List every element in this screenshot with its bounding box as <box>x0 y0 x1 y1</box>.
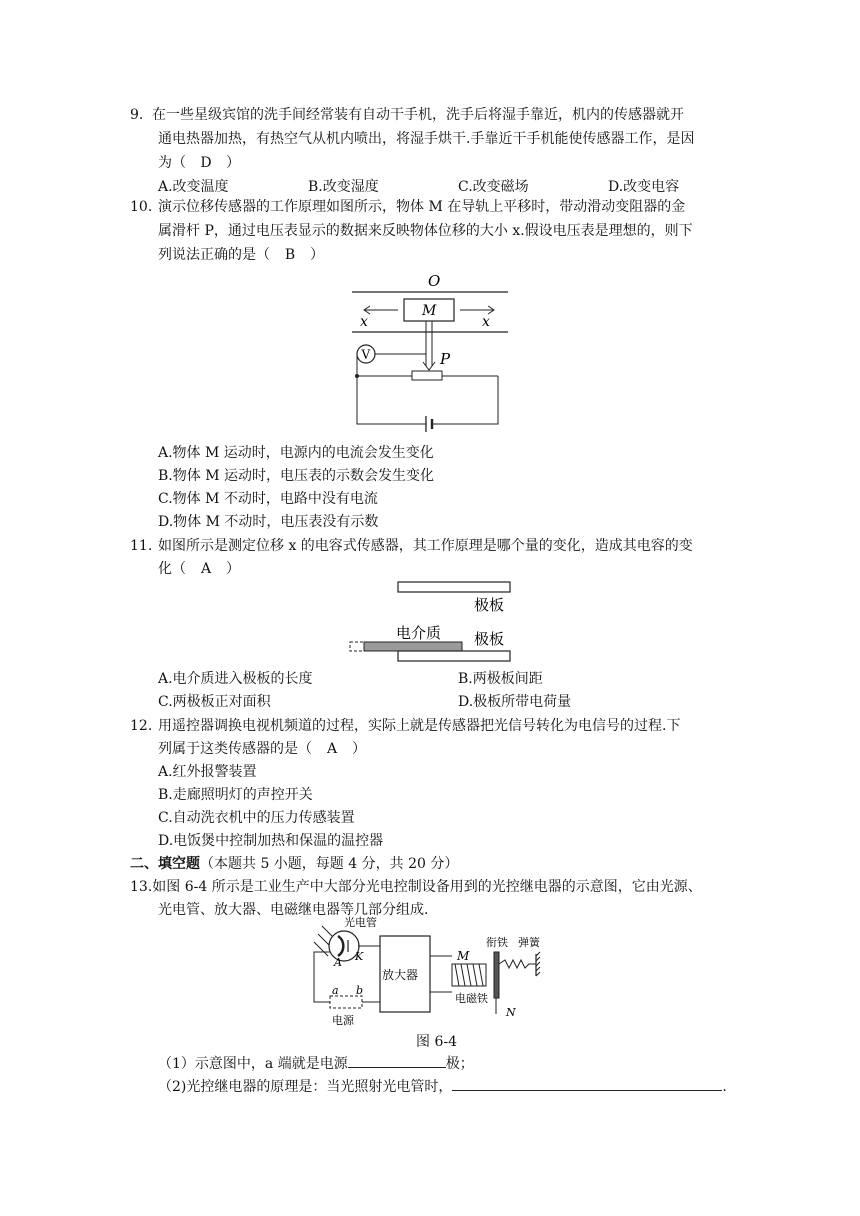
q10-displacement-sensor-figure <box>340 268 520 436</box>
q13-sub-2 <box>158 1076 727 1098</box>
q11-line-1 <box>130 535 693 557</box>
q11-stem: 如图所示是测定位移 x 的电容式传感器，其工作原理是哪个量的变化，造成其电容的变 <box>158 538 693 554</box>
q10-option-c: C.物体 M 不动时，电路中没有电流 <box>158 491 378 507</box>
q10-stem-2: 属滑杆 P，通过电压表显示的数据来反映物体位移的大小 x.假设电压表是理想的，则下 <box>158 223 693 239</box>
q10-number: 10. <box>130 199 153 215</box>
q11-number: 11. <box>130 538 153 554</box>
section-2-heading <box>130 853 458 875</box>
wire-tube-left <box>314 952 330 1002</box>
wire-right-bottom <box>432 376 498 424</box>
slider-tip <box>423 362 435 370</box>
q11-line-2 <box>158 558 240 580</box>
q9-line-3 <box>158 152 240 174</box>
light-ray-3 <box>314 942 328 956</box>
q11-option-b: B.两极板间距 <box>458 671 543 687</box>
q13-stem-2: 光电管、放大器、电磁继电器等几部分组成. <box>158 902 429 918</box>
q12-number: 12. <box>130 718 153 734</box>
q9-stem-1: 在一些星级宾馆的洗手间经常装有自动干手机，洗手后将湿手靠近，机内的传感器就开 <box>152 107 684 123</box>
q13-label-k: K <box>355 950 364 963</box>
q9-number: 9. <box>130 107 144 123</box>
q12-tail-prefix: 列属于这类传感器的是（ <box>158 741 312 757</box>
q9-tail-suffix: ） <box>226 155 240 171</box>
q12-option-b: B.走廊照明灯的声控开关 <box>158 787 313 803</box>
spring <box>499 960 536 968</box>
q11-tail-prefix: 化（ <box>158 561 186 577</box>
q13-sub2-prefix: （2)光控继电器的原理是：当光照射光电管时， <box>158 1079 453 1095</box>
q10-option-d: D.物体 M 不动时，电压表没有示数 <box>158 514 379 530</box>
q12-option-d: D.电饭煲中控制加热和保温的温控器 <box>158 833 384 849</box>
q9-option-d: D.改变电容 <box>608 179 680 195</box>
q13-photo-relay-figure <box>300 916 560 1030</box>
q10-stem-1: 演示位移传感器的工作原理如图所示，物体 M 在导轨上平移时，带动滑动变阻器的金 <box>158 199 686 215</box>
q12-option-a: A.红外报警装置 <box>158 764 257 780</box>
q13-number: 13. <box>130 879 153 895</box>
q10-label-o: O <box>428 272 441 290</box>
q10-label-x-right: x <box>482 314 490 330</box>
q10-tail-prefix: 列说法正确的是（ <box>158 247 270 263</box>
q13-label-a-electrode: A <box>334 956 342 969</box>
q13-sub2-suffix: . <box>722 1079 727 1095</box>
q10-option-b: B.物体 M 运动时，电压表的示数会发生变化 <box>158 468 434 484</box>
q12-line-1 <box>130 715 680 737</box>
q10-option-a: A.物体 M 运动时，电源内的电流会发生变化 <box>158 445 434 461</box>
q11-dielectric-label: 电介质 <box>396 624 442 642</box>
q12-answer: A <box>326 741 338 757</box>
q10-label-x-left: x <box>360 314 368 330</box>
top-plate <box>398 582 510 592</box>
q9-answer: D <box>200 155 212 171</box>
q13-sub2-blank[interactable] <box>452 1076 722 1091</box>
q13-stem-1: 如图 6-4 所示是工业生产中大部分光电控制设备用到的光控继电器的示意图，它由光源、 <box>152 879 702 895</box>
q12-line-2 <box>158 738 366 760</box>
wire-bottom-left <box>357 376 426 424</box>
q13-electromagnet-label: 电磁铁 <box>455 992 488 1005</box>
power-source <box>330 996 362 1008</box>
bottom-plate <box>398 651 510 661</box>
q13-amp-label: 放大器 <box>382 968 419 982</box>
q13-sub-1 <box>158 1053 474 1075</box>
q13-spring-label: 弹簧 <box>518 936 540 949</box>
section-2-note: （本题共 5 小题，每题 4 分，共 20 分） <box>200 856 459 872</box>
q9-option-b: B.改变湿度 <box>308 179 379 195</box>
q10-tail-suffix: ） <box>310 247 324 263</box>
armature <box>494 952 499 998</box>
q11-answer: A <box>200 561 212 577</box>
q13-sub1-prefix: （1）示意图中，a 端就是电源 <box>158 1056 348 1072</box>
q13-sub1-blank[interactable] <box>348 1053 446 1068</box>
q10-line-1 <box>130 196 685 218</box>
q9-option-a: A.改变温度 <box>158 179 229 195</box>
q11-plate-top-label: 极板 <box>474 596 505 614</box>
q11-option-c: C.两极板正对面积 <box>158 694 271 710</box>
q10-line-3 <box>158 244 324 266</box>
q13-source-label: 电源 <box>332 1014 354 1027</box>
dielectric-slab <box>364 642 462 651</box>
q13-figure-caption: 图 6-4 <box>416 1034 457 1050</box>
q11-plate-bottom-label: 极板 <box>474 630 505 648</box>
q9-line-1 <box>130 104 684 126</box>
q9-tail-prefix: 为（ <box>158 155 186 171</box>
q13-armature-label: 衔铁 <box>486 936 508 949</box>
q9-option-c: C.改变磁场 <box>458 179 529 195</box>
q10-label-v: V <box>361 347 371 362</box>
q10-answer: B <box>284 247 296 263</box>
q11-option-a: A.电介质进入极板的长度 <box>158 671 313 687</box>
q12-tail-suffix: ） <box>352 741 366 757</box>
rheostat <box>412 371 442 380</box>
q11-capacitive-sensor-figure <box>346 578 526 664</box>
q12-option-c: C.自动洗衣机中的压力传感装置 <box>158 810 355 826</box>
q11-tail-suffix: ） <box>226 561 240 577</box>
q13-tube-label: 光电管 <box>344 916 377 929</box>
q13-sub1-suffix: 极； <box>445 1056 474 1072</box>
q13-label-b: b <box>356 984 364 997</box>
q11-option-d: D.极板所带电荷量 <box>458 694 572 710</box>
q13-line-1 <box>130 876 702 898</box>
q9-stem-2: 通电热器加热，有热空气从机内喷出，将湿手烘干.手靠近干手机能使传感器工作，是因 <box>158 131 695 147</box>
q10-label-p: P <box>440 350 451 368</box>
q10-label-m: M <box>422 303 437 319</box>
q13-label-m: M <box>457 949 470 963</box>
q12-stem: 用遥控器调换电视机频道的过程，实际上就是传感器把光信号转化为电信号的过程.下 <box>158 718 681 734</box>
section-2-title: 二、填空题 <box>130 856 200 872</box>
q13-label-a: a <box>332 984 339 997</box>
dielectric-outside <box>350 642 364 651</box>
q13-label-n: N <box>506 1006 516 1019</box>
